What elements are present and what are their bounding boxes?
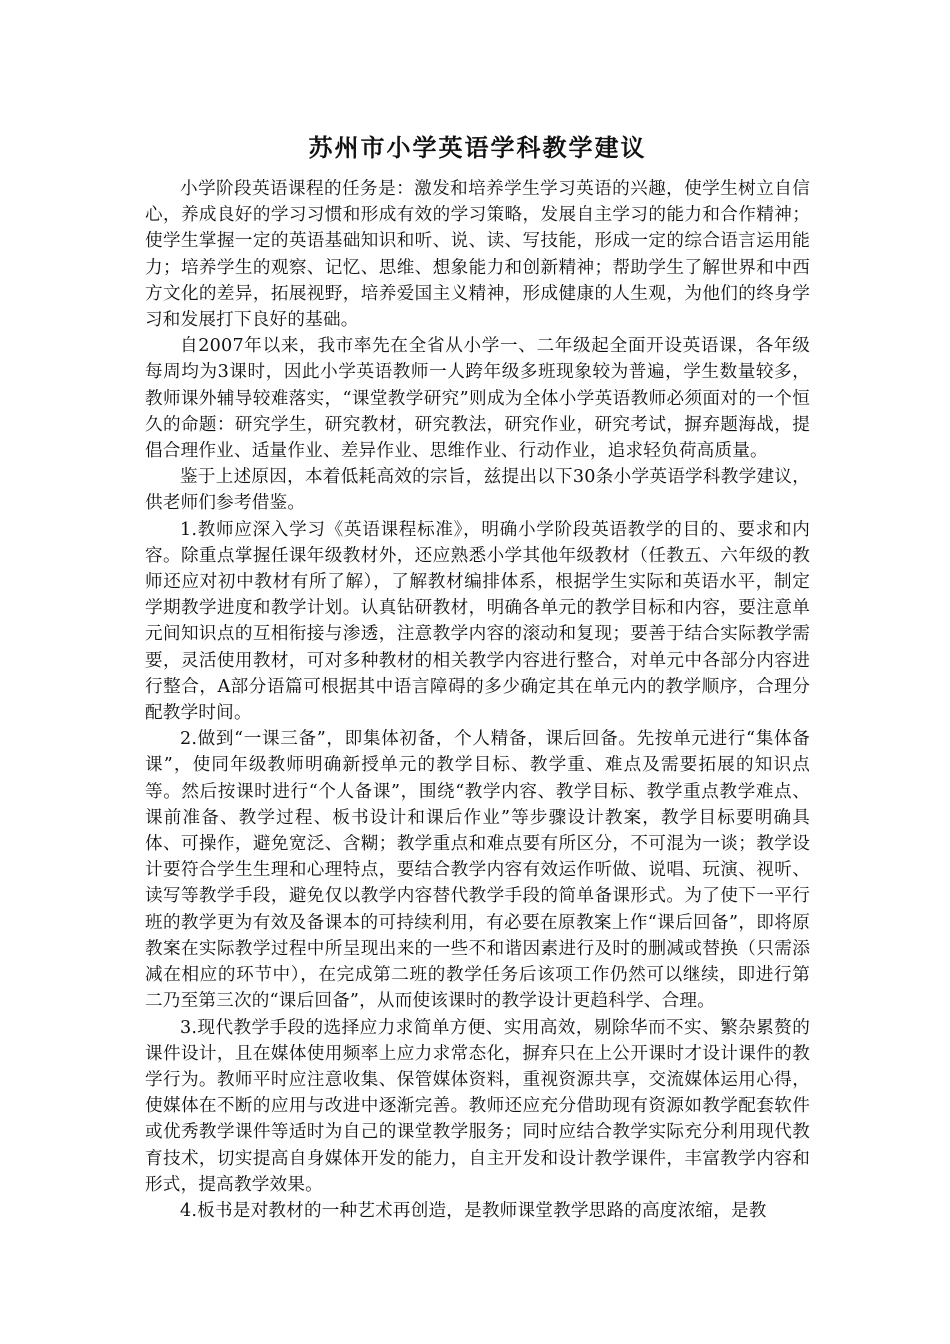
document-page <box>145 130 810 1224</box>
paragraph-item-3: 3.现代教学手段的选择应力求简单方便、实用高效，剔除华而不实、繁杂累赘的课件设计，且在媒体使用频率上应力求常态化，摒弃只在上公开课时才设计课件的教学行为。教师平时应注意收集、保管媒体资料，重视资源共享，交流媒体运用心得，使媒体在不断的应用与改进中逐渐完善。教师还应充分借助现有资源如教学配套软件或优秀教学课件等适时为自己的课堂教学服务；同时应结合教学实际充分利用现代教育技术，切实提高自身媒体开发的能力，自主开发和设计教学课件，丰富教学内容和形式，提高教学效果。 <box>145 1017 810 1195</box>
paragraph-intro: 小学阶段英语课程的任务是：激发和培养学生学习英语的兴趣，使学生树立自信心，养成良好的学习习惯和形成有效的学习策略，发展自主学习的能力和合作精神；使学生掌握一定的英语基础知识和听、说、读、写技能，形成一定的综合语言运用能力；培养学生的观察、记忆、思维、想象能力和创新精神；帮助学生了解世界和中西方文化的差异，拓展视野，培养爱国主义精神，形成健康的人生观，为他们的终身学习和发展打下良好的基础。 <box>145 179 810 331</box>
paragraph-purpose: 鉴于上述原因，本着低耗高效的宗旨，兹提出以下30条小学英语学科教学建议，供老师们参考借鉴。 <box>145 467 810 514</box>
document-title: 苏州市小学英语学科教学建议 <box>308 133 647 162</box>
paragraph-item-2: 2.做到“一课三备”，即集体初备，个人精备，课后回备。先按单元进行“集体备课”，使同年级教师明确新授单元的教学目标、教学重、难点及需要拓展的知识点等。然后按课时进行“个人备课”，围绕“教学内容、教学目标、教学重点教学难点、课前准备、教学过程、板书设计和课后作业”等步骤设计教案，教学目标要明确具体、可操作，避免宽泛、含糊；教学重点和难点要有所区分，不可混为一谈；教学设计要符合学生生理和心理特点，要结合教学内容有效运作听做、说唱、玩演、视听、读写等教学手段，避免仅以教学内容替代教学手段的简单备课形式。为了使下一平行班的教学更为有效及备课本的可持续利用，有必要在原教案上作“课后回备”，即将原教案在实际教学过程中所呈现出来的一些不和谐因素进行及时的删减或替换（只需添减在相应的环节中），在完成第二班的教学任务后该项工作仍然可以继续，即进行第二乃至第三次的“课后回备”，从而使该课时的教学设计更趋科学、合理。 <box>145 729 810 1012</box>
paragraph-item-1: 1.教师应深入学习《英语课程标准》，明确小学阶段英语教学的目的、要求和内容。除重点掌握任课年级教材外，还应熟悉小学其他年级教材（任教五、六年级的教师还应对初中教材有所了解），了解教材编排体系，根据学生实际和英语水平，制定学期教学进度和教学计划。认真钻研教材，明确各单元的教学目标和内容，要注意单元间知识点的互相衔接与渗透，注意教学内容的滚动和复现；要善于结合实际教学需要，灵活使用教材，可对多种教材的相关教学内容进行整合，对单元中各部分内容进行整合，A部分语篇可根据其中语言障碍的多少确定其在单元内的教学顺序，合理分配教学时间。 <box>145 519 810 724</box>
paragraph-item-4: 4.板书是对教材的一种艺术再创造，是教师课堂教学思路的高度浓缩，是教 <box>180 1200 767 1221</box>
paragraph-background: 自2007年以来，我市率先在全省从小学一、二年级起全面开设英语课，各年级每周均为3课时，因此小学英语教师一人跨年级多班现象较为普遍，学生数量较多，教师课外辅导较难落实，“课堂教学研究”则成为全体小学英语教师必须面对的一个恒久的命题：研究学生，研究教材，研究教法，研究作业，研究考试，摒弃题海战，提倡合理作业、适量作业、差异作业、思维作业、行动作业，追求轻负荷高质量。 <box>145 336 810 462</box>
